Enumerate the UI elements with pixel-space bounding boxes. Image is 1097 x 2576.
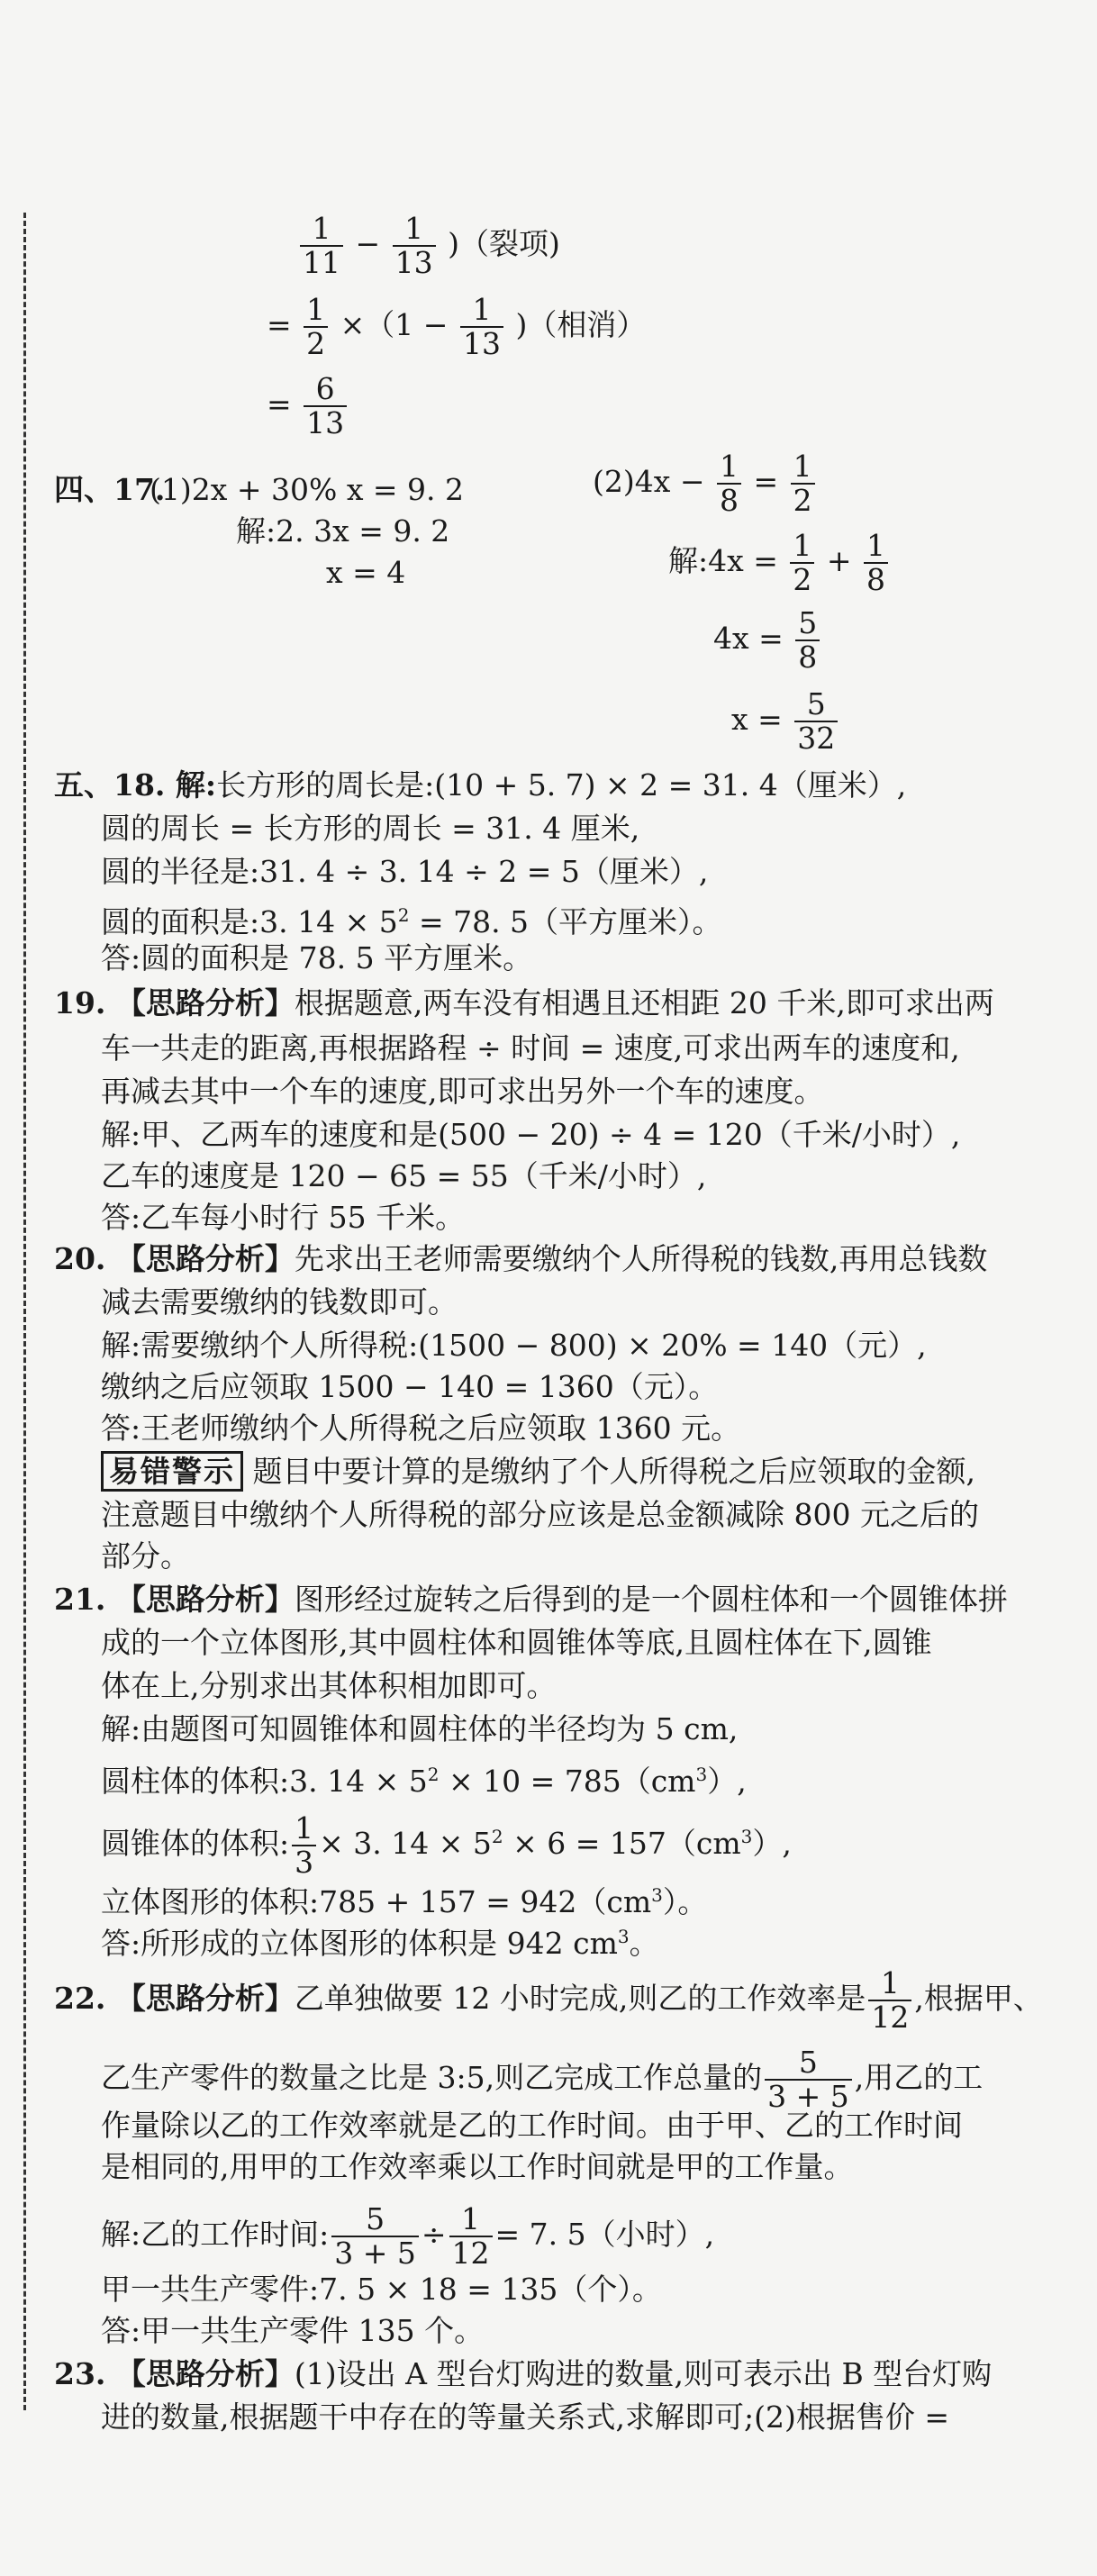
q22-line4: 是相同的,用甲的工作效率乘以工作时间就是甲的工作量。: [101, 2149, 854, 2184]
q19-line2: 车一共走的距离,再根据路程 ÷ 时间 = 速度,可求出两车的速度和,: [101, 1030, 960, 1066]
fraction: $\frac{1}{2}$: [791, 450, 815, 517]
q21-line3: 体在上,分别求出其体积相加即可。: [101, 1668, 557, 1703]
q18-line4: 圆的面积是:3. $14 \times 5^2 = 78$. 5（平方厘米）。: [101, 904, 722, 939]
fraction: $\frac{6}{13}$: [304, 373, 347, 440]
q18-line3: 圆的半径是:31. 4 ÷ 3. 14 ÷ 2 = 5（厘米）,: [101, 854, 709, 889]
fraction: $\frac{5}{8}$: [795, 607, 820, 674]
q20-answer: 答:王老师缴纳个人所得税之后应领取 1360 元。: [101, 1410, 741, 1446]
q22-line6: 甲一共生产零件:7. 5 × 18 = 135（个）。: [101, 2272, 662, 2307]
q21-line6: 圆锥体的体积: $\frac{1}{3}$ × 3. $14 \times 5^2 \times 6 = 157(cm^3)$,: [101, 1810, 792, 1880]
top-line-1: $\frac{1}{11}$ − $\frac{1}{13}$ )（裂项): [297, 213, 560, 279]
q17-part1-line2: 解:2. 3x = 9. 2: [236, 513, 450, 549]
fraction: $\frac{5}{3 + 5}$: [331, 2203, 419, 2270]
q19-line3: 再减去其中一个车的速度,即可求出另外一个车的速度。: [101, 1074, 824, 1109]
q17-part2-line1: (2)4x − $\frac{1}{8}$ = $\frac{1}{2}$: [593, 450, 818, 517]
q18-answer: 答:圆的面积是 78. 5 平方厘米。: [101, 940, 533, 975]
q19-answer: 答:乙车每小时行 55 千米。: [101, 1200, 466, 1235]
q20-warning-line1: 易错警示 题目中要计算的是缴纳了个人所得税之后应领取的金额,: [101, 1452, 975, 1492]
q21-line7: 立体图形的体积:785 + $157 = 942(cm^3)$。: [101, 1884, 708, 1919]
fraction: $\frac{1}{2}$: [304, 294, 328, 360]
q18-line2: 圆的周长 = 长方形的周长 = 31. 4 厘米,: [101, 811, 640, 846]
fraction: $\frac{1}{13}$: [460, 294, 503, 360]
dashed-margin-line: [23, 213, 26, 2410]
fraction: $\frac{1}{3}$: [292, 1812, 316, 1879]
q19-line5: 乙车的速度是 120 − 65 = 55（千米/小时）,: [101, 1158, 707, 1193]
fraction: $\frac{1}{13}$: [393, 213, 436, 279]
fraction: $\frac{1}{11}$: [300, 213, 343, 279]
q20-warning-line3: 部分。: [101, 1538, 190, 1574]
q17-heading: 四、17.: [54, 472, 166, 507]
q20-warning-line2: 注意题目中缴纳个人所得税的部分应该是总金额减除 800 元之后的: [101, 1497, 979, 1532]
q22-line2: 乙生产零件的数量之比是 3:5,则乙完成工作总量的 $\frac{5}{3 + 5}$ ,用乙的工: [101, 2045, 984, 2114]
q17-part2-line4: x = $\frac{5}{32}$: [731, 688, 840, 755]
q17-part1-line1: (1)2x + 30% x = 9. 2: [150, 472, 465, 507]
fraction: $\frac{1}{12}$: [868, 1967, 911, 2034]
q19-line4: 解:甲、乙两车的速度和是(500 − 20) ÷ 4 = 120（千米/小时）,: [101, 1117, 961, 1152]
warning-badge: 易错警示: [101, 1451, 243, 1492]
q22-answer: 答:甲一共生产零件 135 个。: [101, 2313, 485, 2348]
q21-line4: 解:由题图可知圆锥体和圆柱体的半径均为 5 cm,: [101, 1711, 739, 1746]
fraction: $\frac{1}{12}$: [449, 2203, 493, 2270]
q21-line5: 圆柱体的体积:3. $14 \times 5^2 \times 10 = 785(cm^3)$,: [101, 1764, 747, 1799]
q19-line1: 19. 【思路分析】根据题意,两车没有相遇且还相距 20 千米,即可求出两: [54, 985, 994, 1020]
q20-line3: 解:需要缴纳个人所得税:(1500 − 800) × 20% = 140（元）,: [101, 1328, 927, 1363]
fraction: $\frac{1}{8}$: [864, 530, 888, 596]
q22-line1: 22. 【思路分析】乙单独做要 12 小时完成,则乙的工作效率是 $\frac{1}{12}$ ,根据甲、: [54, 1965, 1043, 2035]
q22-line5: 解:乙的工作时间: $\frac{5}{3 + 5}$ ÷ $\frac{1}{12}$ = 7. 5（小时）,: [101, 2201, 715, 2271]
q21-line1: 21. 【思路分析】图形经过旋转之后得到的是一个圆柱体和一个圆锥体拼: [54, 1582, 1008, 1617]
q17-part2-line2: 解:4x = $\frac{1}{2}$ + $\frac{1}{8}$: [668, 530, 891, 596]
q22-line3: 作量除以乙的工作效率就是乙的工作时间。由于甲、乙的工作时间: [101, 2108, 963, 2143]
q17-part2-line3: 4x = $\frac{5}{8}$: [713, 607, 822, 674]
q17-part1-line3: x = 4: [326, 555, 406, 590]
fraction: $\frac{5}{3 + 5}$: [765, 2046, 852, 2113]
fraction: $\frac{1}{8}$: [717, 450, 741, 517]
top-line-3: = $\frac{6}{13}$: [267, 373, 349, 440]
q20-line2: 减去需要缴纳的钱数即可。: [101, 1284, 458, 1320]
fraction: $\frac{1}{2}$: [790, 530, 814, 596]
q23-line1: 23. 【思路分析】(1)设出 A 型台灯购进的数量,则可表示出 B 型台灯购: [54, 2356, 993, 2391]
q18-line1: 五、18. 解:长方形的周长是:(10 + 5. 7) × 2 = 31. 4（厘米）,: [54, 767, 907, 803]
q21-answer: 答:所形成的立体图形的体积是 942 $cm^3$。: [101, 1926, 659, 1961]
top-line-2: = $\frac{1}{2}$ ×（1 − $\frac{1}{13}$ )（相消）: [267, 292, 647, 361]
q23-line2: 进的数量,根据题干中存在的等量关系式,求解即可;(2)根据售价 =: [101, 2399, 949, 2435]
fraction: $\frac{5}{32}$: [794, 688, 838, 755]
q21-line2: 成的一个立体图形,其中圆柱体和圆锥体等底,且圆柱体在下,圆锥: [101, 1625, 932, 1660]
q20-line1: 20. 【思路分析】先求出王老师需要缴纳个人所得税的钱数,再用总钱数: [54, 1241, 988, 1276]
q20-line4: 缴纳之后应领取 1500 − 140 = 1360（元）。: [101, 1369, 719, 1404]
